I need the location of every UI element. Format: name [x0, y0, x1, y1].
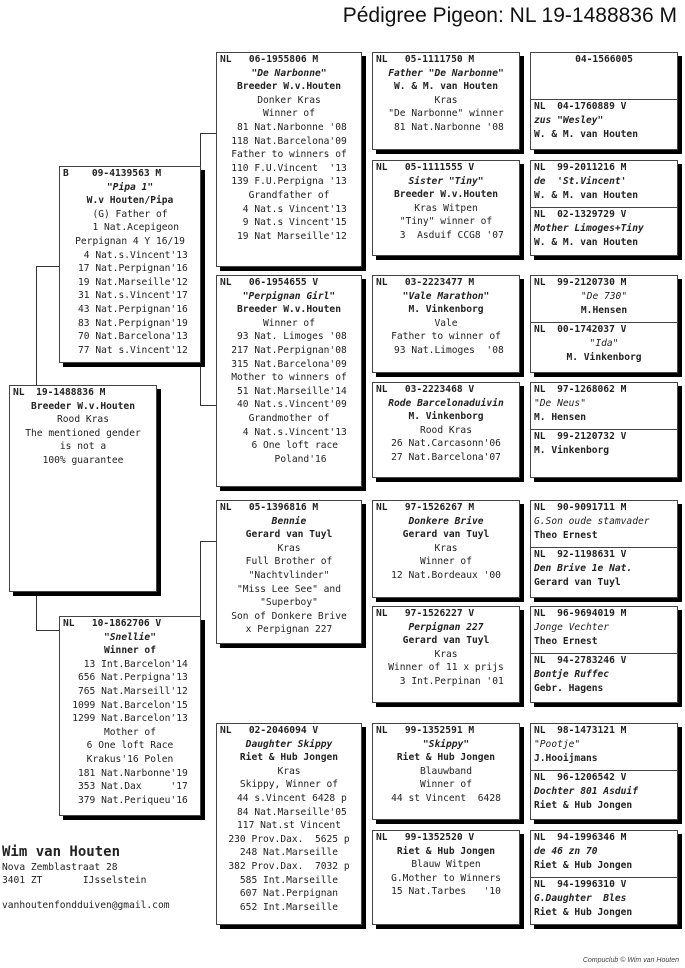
connector-line: [36, 630, 60, 631]
ring-number: NL 05-1111750 M: [376, 54, 475, 65]
pedigree-line: Rood Kras: [420, 424, 472, 436]
pedigree-line: Kras: [434, 542, 458, 554]
pedigree-line: G.Mother to Winners: [391, 872, 501, 884]
ring-number: NL 92-1198631 V: [534, 549, 627, 560]
pedigree-line: Rood Kras: [57, 414, 109, 426]
pedigree-line: Blauw Witpen: [411, 859, 481, 871]
ggp4-box: [372, 382, 520, 478]
pedigree-line: 83 Nat.Perpignan'19: [72, 317, 188, 329]
pedigree-line: Bontje Ruffec: [534, 668, 610, 680]
pedigree-line: 93 Nat.Limoges '08: [388, 344, 504, 356]
c4-box: [530, 382, 678, 478]
ring-number: NL 19-1488836 M: [13, 387, 106, 398]
pedigree-line: W. & M. van Houten: [534, 189, 638, 201]
page-title: Pédigree Pigeon: NL 19-1488836 M: [342, 4, 677, 27]
pedigree-line: de 46 zn 70: [534, 845, 598, 857]
pedigree-line: Sister "Tiny": [408, 175, 484, 187]
pedigree-line: 110 F.U.Vincent '13: [231, 162, 347, 174]
pedigree-line: 382 Prov.Dax. 7032 p: [228, 860, 350, 872]
pedigree-line: "De 730": [580, 290, 628, 302]
ring-number: NL 94-2783246 V: [534, 655, 627, 666]
pedigree-line: Winner of: [263, 108, 315, 120]
pedigree-line: 77 Nat s.Vincent'12: [72, 344, 188, 356]
pedigree-line: 6 One loft Race: [86, 740, 174, 752]
pedigree-line: 43 Nat.Perpignan'16: [72, 303, 188, 315]
owner-city: 3401 ZT IJsselstein: [2, 874, 147, 886]
c7-box: [530, 723, 678, 820]
gp1-box: [216, 52, 362, 267]
pedigree-line: "Snellie": [104, 631, 156, 643]
gp3-box: [216, 500, 362, 644]
pedigree-line: 31 Nat.s.Vincent'17: [72, 290, 188, 302]
pedigree-line: Breeder W.v.Houten: [394, 189, 498, 201]
connector-line: [36, 266, 37, 386]
ggp6-box: [372, 606, 520, 703]
ring-number: NL 98-1473121 M: [534, 725, 627, 736]
pedigree-line: Vale: [434, 317, 458, 329]
pedigree-line: 40 Nat.s.Vincent'09: [231, 399, 347, 411]
pedigree-line: 6 One loft race: [239, 440, 339, 452]
pedigree-line: M. Vinkenborg: [408, 411, 484, 423]
c5-box: [530, 500, 678, 598]
pedigree-line: 44 s.Vincent 6428 p: [231, 792, 347, 804]
pedigree-line: 4 Nat.s Vincent'13: [231, 203, 347, 215]
owner-email: vanhoutenfondduiven@gmail.com: [2, 900, 170, 911]
pedigree-line: Riet & Hub Jongen: [239, 752, 339, 764]
pedigree-line: Perpignan 4 Y 16/19: [75, 235, 185, 247]
ring-number: NL 10-1862706 V: [63, 618, 162, 629]
pedigree-line: "Tiny" winner of: [399, 216, 493, 228]
pedigree-line: Winner of: [420, 779, 472, 791]
pedigree-line: 84 Nat.Marseille'05: [231, 806, 347, 818]
pedigree-line: 81 Nat.Narbonne '08: [231, 121, 347, 133]
pedigree-line: Riet & Hub Jongen: [396, 845, 496, 857]
pedigree-line: Winner of: [104, 645, 156, 657]
pedigree-line: 26 Nat.Carcasonn'06: [391, 438, 501, 450]
ring-number: NL 97-1526227 V: [376, 608, 475, 619]
connector-line: [200, 541, 216, 542]
ring-number: NL 04-1760889 V: [534, 101, 627, 112]
ring-number: NL 02-1329729 V: [534, 209, 627, 220]
ring-number: NL 90-9091711 M: [534, 502, 627, 513]
ggp2-box: [372, 160, 520, 256]
pedigree-line: M. Vinkenborg: [408, 304, 484, 316]
ggp7-box: [372, 723, 520, 820]
pedigree-line: 15 Nat.Tarbes '10: [391, 886, 501, 898]
pedigree-line: "De Narbonne" winner: [388, 108, 504, 120]
ring-number: NL 99-2120730 M: [534, 277, 627, 288]
pedigree-line: x Perpignan 227: [245, 624, 333, 636]
pedigree-line: Rode Barcelonaduivin: [388, 397, 504, 409]
ring-number: NL 02-2046094 V: [220, 725, 319, 736]
owner-address: Nova Zemblastraat 28: [2, 862, 118, 873]
pedigree-line: 248 Nat.Marseille: [239, 847, 339, 859]
pedigree-line: 765 Nat.Marseill'12: [72, 685, 188, 697]
pedigree-line: "De Neus": [534, 397, 586, 409]
ring-number: NL 03-2223468 V: [376, 384, 475, 395]
pedigree-line: Perpignan 227: [408, 621, 484, 633]
pedigree-line: 100% guarantee: [42, 454, 124, 466]
pedigree-line: Mother to winners of: [231, 372, 347, 384]
pedigree-line: 27 Nat.Barcelona'07: [391, 451, 501, 463]
pedigree-line: "De Narbonne": [251, 67, 327, 79]
ring-number: NL 97-1268062 M: [534, 384, 627, 395]
pedigree-line: Blauwband: [420, 765, 472, 777]
ring-number: NL 05-1396816 M: [220, 502, 319, 513]
pedigree-line: Winner of: [263, 317, 315, 329]
pedigree-line: 9 Nat.s Vincent'15: [231, 217, 347, 229]
pedigree-line: 379 Nat.Periqueu'16: [72, 794, 188, 806]
pedigree-line: Donkere Brive: [408, 515, 484, 527]
pedigree-line: G.Son oude stamvader: [534, 515, 650, 527]
pedigree-line: M.Hensen: [580, 304, 628, 316]
ggp8-box: [372, 830, 520, 925]
pedigree-line: 4 Nat.s.Vincent'13: [72, 249, 188, 261]
pedigree-line: Father "De Narbonne": [388, 67, 504, 79]
pedigree-line: Kras: [434, 648, 458, 660]
pedigree-line: Gerard van Tuyl: [534, 576, 621, 588]
pedigree-line: "Ida": [589, 337, 619, 349]
connector-line: [200, 405, 216, 406]
pedigree-line: W. & M. van Houten: [534, 128, 638, 140]
c8-box: [530, 830, 678, 925]
ring-number: NL 99-1352591 M: [376, 725, 475, 736]
pedigree-line: Kras: [277, 765, 301, 777]
pedigree-line: "Perpignan Girl": [242, 290, 336, 302]
pedigree-line: Full Brother of: [245, 556, 333, 568]
pedigree-line: zus "Wesley": [534, 114, 604, 126]
pedigree-line: "Miss Lee See" and: [237, 583, 341, 595]
c1-box: [530, 52, 678, 150]
pedigree-line: is not a: [59, 441, 107, 453]
ring-number: NL 03-2223477 M: [376, 277, 475, 288]
ring-number: NL 00-1742037 V: [534, 324, 627, 335]
pedigree-line: Riet & Hub Jongen: [534, 799, 633, 811]
pedigree-line: Riet & Hub Jongen: [396, 752, 496, 764]
pedigree-line: Gebr. Hagens: [534, 682, 604, 694]
pedigree-line: Theo Ernest: [534, 635, 598, 647]
pedigree-line: 118 Nat.Barcelona'09: [231, 135, 347, 147]
pedigree-line: 44 st Vincent 6428: [391, 792, 501, 804]
pedigree-line: 3 Int.Perpinan '01: [388, 675, 504, 687]
ring-number: 04-1566005: [575, 54, 633, 65]
pedigree-line: 13 Int.Barcelon'14: [72, 658, 188, 670]
pedigree-line: 181 Nat.Narbonne'19: [72, 767, 188, 779]
pedigree-line: Kras Witpen: [414, 202, 478, 214]
pedigree-line: Gerard van Tuyl: [402, 529, 490, 541]
pedigree-line: Kras: [277, 542, 301, 554]
father-box: [59, 166, 201, 363]
pedigree-line: W. & M. van Houten: [394, 81, 498, 93]
pedigree-line: Mother of: [104, 726, 156, 738]
mother-box: [59, 616, 201, 816]
ggp3-box: [372, 275, 520, 373]
ring-number: NL 94-1996310 V: [534, 879, 627, 890]
pedigree-line: 19 Nat.Marseille'12: [72, 276, 188, 288]
pedigree-line: Riet & Hub Jongen: [534, 906, 633, 918]
pedigree-line: Donker Kras: [257, 94, 321, 106]
pedigree-line: 353 Nat.Dax '17: [72, 781, 188, 793]
pedigree-line: "Superboy": [260, 597, 318, 609]
owner-name: Wim van Houten: [2, 844, 121, 860]
connector-line: [200, 133, 216, 134]
pedigree-line: M. Hensen: [534, 411, 586, 423]
pedigree-line: 12 Nat.Bordeaux '00: [391, 569, 501, 581]
pedigree-line: 230 Prov.Dax. 5625 p: [228, 833, 350, 845]
pedigree-line: 1099 Nat.Barcelon'15: [72, 699, 188, 711]
pedigree-line: Grandfather of: [248, 189, 330, 201]
pedigree-line: Riet & Hub Jongen: [534, 859, 633, 871]
ring-number: NL 96-9694019 M: [534, 608, 627, 619]
connector-line: [36, 591, 37, 631]
pedigree-line: Father to winner of: [391, 331, 501, 343]
pedigree-line: Skippy, Winner of: [239, 779, 339, 791]
pedigree-line: Jonge Vechter: [534, 621, 610, 633]
gp4-box: [216, 723, 362, 925]
c3-box: [530, 275, 678, 373]
c2-box: [530, 160, 678, 256]
pedigree-line: 81 Nat.Narbonne '08: [388, 121, 504, 133]
footer-credit: Compuclub © Wim van Houten: [582, 957, 679, 964]
pedigree-line: Winner of 11 x prijs: [388, 662, 504, 674]
gp2-box: [216, 275, 362, 487]
pedigree-line: Poland'16: [251, 453, 327, 465]
pedigree-line: 51 Nat.Marseille'14: [231, 385, 347, 397]
pigeon-box: [9, 385, 157, 592]
ring-number: NL 06-1955806 M: [220, 54, 319, 65]
pedigree-line: 3 Asduif CCG8 '07: [388, 229, 504, 241]
ring-number: NL 96-1206542 V: [534, 772, 627, 783]
pedigree-line: M. Vinkenborg: [534, 444, 610, 456]
pedigree-line: "Skippy": [422, 738, 470, 750]
pedigree-line: 217 Nat.Perpignan'08: [231, 344, 347, 356]
pedigree-line: 315 Nat.Barcelona'09: [231, 358, 347, 370]
pedigree-line: Breeder W.v.Houten: [237, 304, 341, 316]
ring-number: NL 05-1111555 V: [376, 162, 475, 173]
pedigree-line: Den Brive 1e Nat.: [534, 562, 633, 574]
c6-box: [530, 606, 678, 703]
pedigree-line: Son of Donkere Brive: [231, 610, 347, 622]
ring-number: NL 06-1954655 V: [220, 277, 319, 288]
pedigree-line: "Pipa 1": [106, 181, 154, 193]
connector-line: [36, 266, 60, 267]
pedigree-line: W. & M. van Houten: [534, 236, 638, 248]
pedigree-line: J.Hooijmans: [534, 752, 598, 764]
ggp1-box: [372, 52, 520, 150]
pedigree-line: Krakus'16 Polen: [86, 753, 174, 765]
pedigree-line: Breeder W.v.Houten: [31, 400, 135, 412]
ring-number: NL 99-2120732 V: [534, 431, 627, 442]
pedigree-line: Winner of: [420, 556, 472, 568]
pedigree-line: "Nachtvlinder": [248, 569, 330, 581]
pedigree-line: 4 Nat.s.Vincent'13: [231, 426, 347, 438]
pedigree-line: "Pootje": [534, 738, 581, 750]
pedigree-line: 656 Nat.Perpigna'13: [72, 672, 188, 684]
pedigree-line: Daughter Skippy: [245, 738, 333, 750]
pedigree-line: 17 Nat.Perpignan'16: [72, 263, 188, 275]
pedigree-line: 652 Int.Marseille: [239, 901, 339, 913]
pedigree-line: G.Daughter Bles: [534, 892, 627, 904]
pedigree-line: Bennie: [271, 515, 307, 527]
pedigree-line: W.v Houten/Pipa: [86, 195, 174, 207]
pedigree-line: 93 Nat. Limoges '08: [231, 331, 347, 343]
pedigree-line: Grandmother of: [248, 412, 330, 424]
ring-number: NL 94-1996346 M: [534, 832, 627, 843]
pedigree-line: de 'St.Vincent': [534, 175, 627, 187]
pedigree-line: 585 Int.Marseille: [239, 874, 339, 886]
pedigree-line: 607 Nat.Perpignan: [239, 888, 339, 900]
pedigree-line: Mother Limoges+Tiny: [534, 222, 644, 234]
pedigree-line: 19 Nat Marseille'12: [231, 230, 347, 242]
ring-number: B 09-4139563 M: [63, 168, 162, 179]
pedigree-line: Dochter 801 Asduif: [534, 785, 638, 797]
pedigree-line: M. Vinkenborg: [566, 351, 642, 363]
pedigree-line: 117 Nat.st Vincent: [237, 820, 341, 832]
owner-block: [2, 844, 170, 913]
ring-number: NL 99-2011216 M: [534, 162, 627, 173]
pedigree-line: 1 Nat.Acepigeon: [80, 222, 180, 234]
pedigree-line: Gerard van Tuyl: [245, 529, 333, 541]
pedigree-line: Kras: [434, 94, 458, 106]
ggp5-box: [372, 500, 520, 598]
pedigree-line: 1299 Nat.Barcelon'13: [72, 713, 188, 725]
ring-number: NL 99-1352520 V: [376, 832, 475, 843]
pedigree-line: 139 F.U.Perpigna '13: [231, 176, 347, 188]
ring-number: NL 97-1526267 M: [376, 502, 475, 513]
pedigree-line: (G) Father of: [92, 208, 168, 220]
pedigree-line: "Vale Marathon": [402, 290, 490, 302]
pedigree-line: Theo Ernest: [534, 529, 598, 541]
pedigree-line: Father to winners of: [231, 149, 347, 161]
pedigree-line: Breeder W.v.Houten: [237, 81, 341, 93]
pedigree-line: 70 Nat.Barcelona'13: [72, 331, 188, 343]
pedigree-line: The mentioned gender: [25, 427, 141, 439]
pedigree-line: Gerard van Tuyl: [402, 635, 490, 647]
